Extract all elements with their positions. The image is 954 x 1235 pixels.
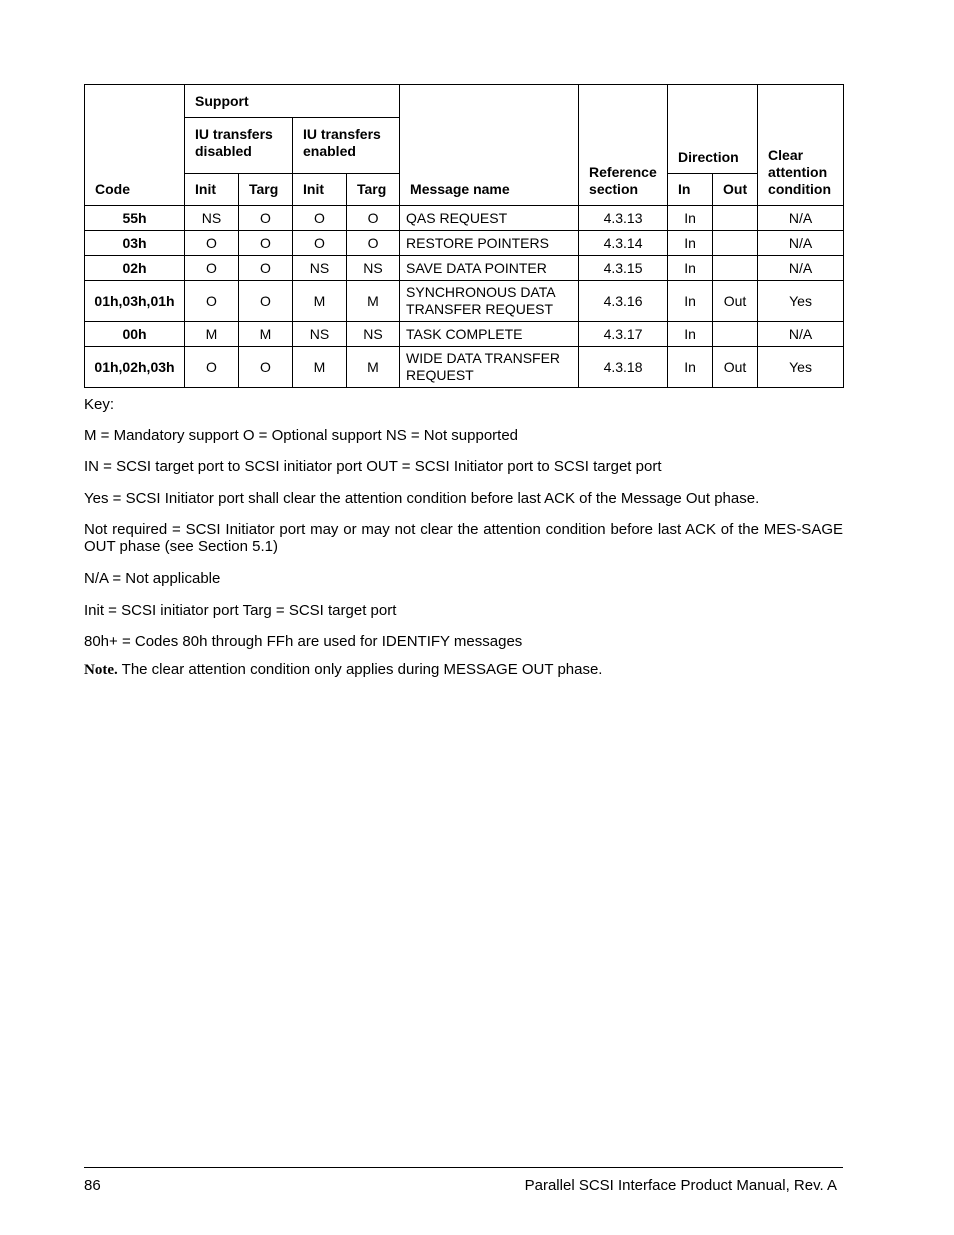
note-text: The clear attention condition only applies during MESSAGE OUT phase.: [121, 661, 603, 678]
cell-reference: 4.3.17: [579, 322, 668, 347]
cell-direction-in: In: [668, 322, 713, 347]
key-init-targ-line: [84, 602, 843, 619]
header-code: Code: [85, 85, 185, 206]
key-not-required-definition: Not required = SCSI Initiator port may or may not clear the attention condition before last ACK of the MES-SAGE OUT phase (see Section 5.1): [84, 521, 843, 555]
cell-code: 01h,03h,01h: [85, 281, 185, 322]
cell-code: 03h: [85, 231, 185, 256]
cell-disabled-init: O: [185, 231, 239, 256]
cell-reference: 4.3.18: [579, 347, 668, 388]
key-targ-definition: Targ = SCSI target port: [242, 602, 397, 619]
header-direction-out: Out: [713, 174, 758, 206]
table-row: [85, 281, 844, 322]
cell-code: 00h: [85, 322, 185, 347]
cell-disabled-init: O: [185, 281, 239, 322]
table-row: [85, 347, 844, 388]
cell-enabled-init: M: [293, 347, 347, 388]
header-iu-enabled: IU transfers enabled: [293, 118, 400, 174]
key-support-line: [84, 427, 843, 444]
note-label: Note.: [84, 662, 118, 678]
key-direction-line: [84, 458, 843, 475]
cell-message-name: RESTORE POINTERS: [400, 231, 579, 256]
cell-direction-in: In: [668, 281, 713, 322]
cell-code: 55h: [85, 206, 185, 231]
cell-enabled-targ: M: [347, 281, 400, 322]
key-init-definition: Init = SCSI initiator port: [84, 602, 239, 619]
footer-divider: [84, 1167, 843, 1168]
key-optional: O = Optional support: [242, 427, 382, 444]
cell-direction-in: In: [668, 231, 713, 256]
cell-code: 02h: [85, 256, 185, 281]
header-support: Support: [185, 85, 400, 118]
cell-direction-out: [713, 206, 758, 231]
cell-direction-out: [713, 322, 758, 347]
cell-code: 01h,02h,03h: [85, 347, 185, 388]
cell-disabled-init: O: [185, 256, 239, 281]
cell-message-name: QAS REQUEST: [400, 206, 579, 231]
cell-disabled-init: M: [185, 322, 239, 347]
cell-disabled-targ: O: [239, 231, 293, 256]
header-init-enabled: Init: [293, 174, 347, 206]
cell-enabled-targ: O: [347, 231, 400, 256]
header-init-disabled: Init: [185, 174, 239, 206]
key-not-supported: NS = Not supported: [385, 427, 519, 444]
cell-message-name: SYNCHRONOUS DATA TRANSFER REQUEST: [400, 281, 579, 322]
cell-disabled-targ: O: [239, 256, 293, 281]
table-row: [85, 231, 844, 256]
cell-disabled-targ: O: [239, 347, 293, 388]
cell-disabled-init: O: [185, 347, 239, 388]
cell-message-name: TASK COMPLETE: [400, 322, 579, 347]
cell-direction-out: [713, 256, 758, 281]
cell-clear: N/A: [758, 231, 844, 256]
key-na-definition: N/A = Not applicable: [84, 570, 221, 587]
cell-clear: N/A: [758, 206, 844, 231]
cell-clear: N/A: [758, 322, 844, 347]
header-direction: Direction: [668, 85, 758, 174]
header-reference-section: Reference section: [579, 85, 668, 206]
cell-direction-in: In: [668, 256, 713, 281]
cell-direction-in: In: [668, 206, 713, 231]
cell-message-name: SAVE DATA POINTER: [400, 256, 579, 281]
table-row: [85, 322, 844, 347]
header-direction-in: In: [668, 174, 713, 206]
note: [84, 661, 843, 679]
cell-clear: N/A: [758, 256, 844, 281]
cell-enabled-init: O: [293, 231, 347, 256]
cell-clear: Yes: [758, 347, 844, 388]
page-number: 86: [84, 1177, 101, 1194]
cell-direction-out: [713, 231, 758, 256]
cell-enabled-init: NS: [293, 322, 347, 347]
cell-direction-out: Out: [713, 281, 758, 322]
header-targ-enabled: Targ: [347, 174, 400, 206]
key-mandatory: M = Mandatory support: [84, 427, 239, 444]
cell-enabled-init: O: [293, 206, 347, 231]
cell-disabled-targ: M: [239, 322, 293, 347]
cell-reference: 4.3.13: [579, 206, 668, 231]
key-out-definition: OUT = SCSI Initiator port to SCSI target port: [366, 458, 662, 475]
table-row: [85, 206, 844, 231]
header-iu-disabled: IU transfers disabled: [185, 118, 293, 174]
cell-reference: 4.3.16: [579, 281, 668, 322]
cell-reference: 4.3.15: [579, 256, 668, 281]
cell-reference: 4.3.14: [579, 231, 668, 256]
cell-disabled-init: NS: [185, 206, 239, 231]
cell-disabled-targ: O: [239, 206, 293, 231]
cell-direction-in: In: [668, 347, 713, 388]
key-codes-definition: 80h+ = Codes 80h through FFh are used for IDENTIFY messages: [84, 633, 523, 650]
key-yes-definition: Yes = SCSI Initiator port shall clear the attention condition before last ACK of the Message Out phase.: [84, 490, 760, 507]
header-message-name: Message name: [400, 85, 579, 206]
cell-enabled-init: M: [293, 281, 347, 322]
cell-enabled-targ: M: [347, 347, 400, 388]
table-row: [85, 256, 844, 281]
cell-enabled-targ: NS: [347, 256, 400, 281]
message-codes-table: [84, 84, 844, 388]
header-clear-attention: Clear attention condition: [758, 85, 844, 206]
cell-enabled-targ: O: [347, 206, 400, 231]
header-targ-disabled: Targ: [239, 174, 293, 206]
key-title: Key:: [84, 396, 115, 413]
key-in-definition: IN = SCSI target port to SCSI initiator port: [84, 458, 363, 475]
cell-disabled-targ: O: [239, 281, 293, 322]
cell-message-name: WIDE DATA TRANSFER REQUEST: [400, 347, 579, 388]
cell-enabled-targ: NS: [347, 322, 400, 347]
cell-clear: Yes: [758, 281, 844, 322]
cell-direction-out: Out: [713, 347, 758, 388]
cell-enabled-init: NS: [293, 256, 347, 281]
manual-title: Parallel SCSI Interface Product Manual, Rev. A: [524, 1177, 837, 1194]
